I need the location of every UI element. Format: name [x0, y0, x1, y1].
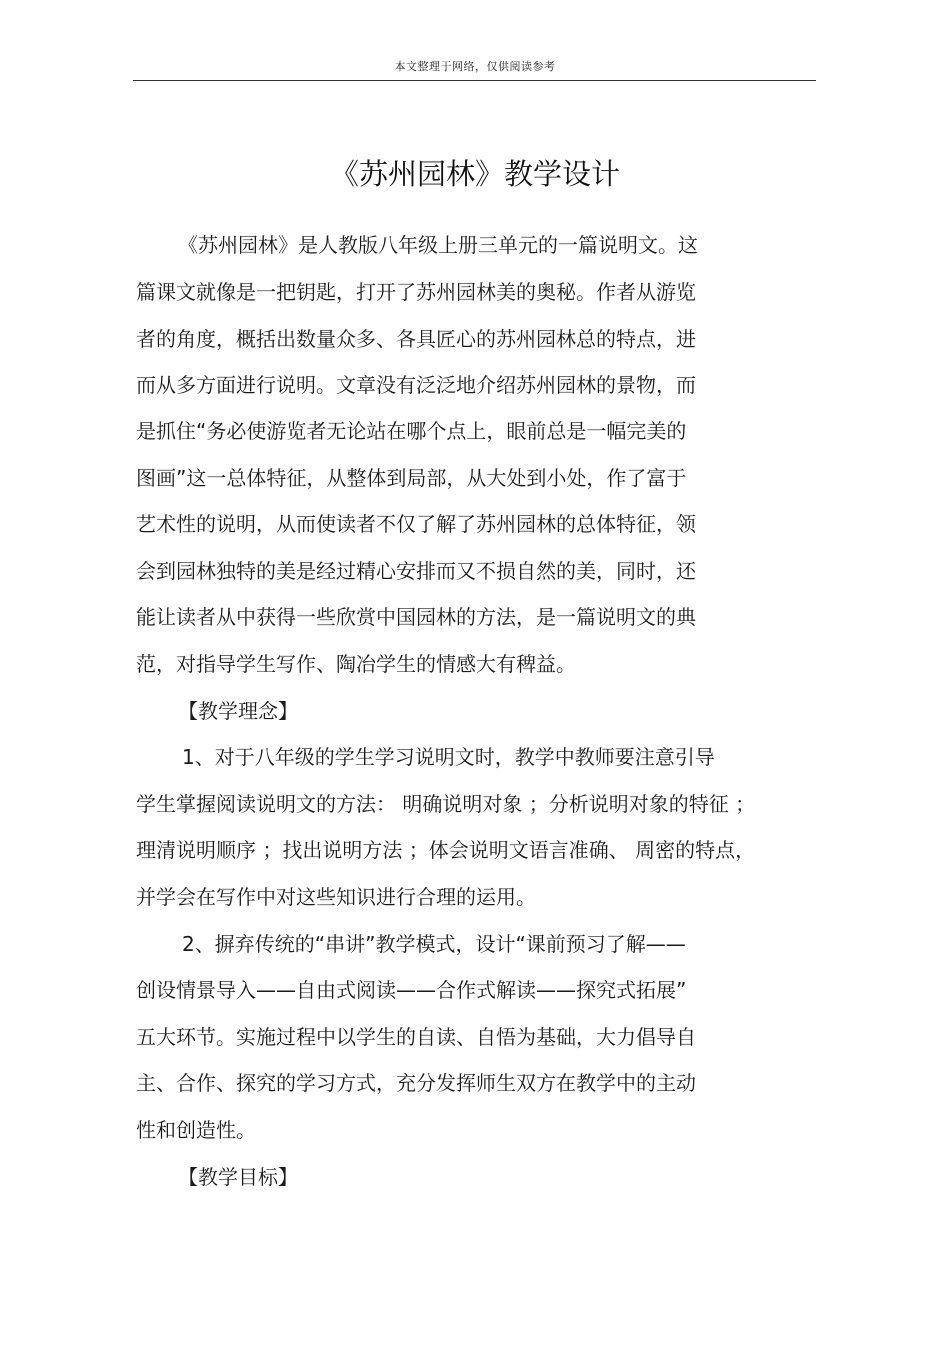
- paragraph-line: 艺术性的说明，从而使读者不仅了解了苏州园林的总体特征，领: [136, 512, 696, 536]
- paragraph-line: 而从多方面进行说明。文章没有泛泛地介绍苏州园林的景物，而: [136, 373, 696, 397]
- paragraph-line: 学生掌握阅读说明文的方法： 明确说明对象 ；分析说明对象的特征 ；: [136, 792, 756, 816]
- document-title: 《苏州园林》教学设计: [329, 157, 620, 191]
- paragraph-line: 1、对于八年级的学生学习说明文时，教学中教师要注意引导: [182, 745, 715, 769]
- paragraph-line: 主、合作、探究的学习方式，充分发挥师生双方在教学中的主动: [136, 1071, 696, 1095]
- paragraph-line: 性和创造性。: [136, 1118, 256, 1142]
- paragraph-line: 并学会在写作中对这些知识进行合理的运用。: [136, 885, 536, 909]
- paragraph-line: 图画”这一总体特征，从整体到局部，从大处到小处，作了富于: [136, 466, 687, 490]
- paragraph-line: 理清说明顺序 ；找出说明方法 ；体会说明文语言准确、 周密的特点，: [136, 838, 756, 862]
- paragraph-line: 范，对指导学生写作、陶冶学生的情感大有稗益。: [136, 652, 576, 676]
- paragraph-line: 会到园林独特的美是经过精心安排而又不损自然的美，同时，还: [136, 559, 696, 583]
- paragraph-line: 篇课文就像是一把钥匙，打开了苏州园林美的奥秘。作者从游览: [136, 280, 696, 304]
- paragraph-line: 五大环节。实施过程中以学生的自读、自悟为基础，大力倡导自: [136, 1025, 696, 1049]
- header-divider: [133, 80, 816, 81]
- paragraph-line: 《苏州园林》是人教版八年级上册三单元的一篇说明文。这: [178, 233, 698, 257]
- paragraph-line: 者的角度，概括出数量众多、各具匠心的苏州园林总的特点，进: [136, 327, 696, 351]
- paragraph-line: 是抓住“务必使游览者无论站在哪个点上，眼前总是一幅完美的: [136, 419, 687, 443]
- header-note: 本文整理于网络，仅供阅读参考: [394, 60, 556, 73]
- section-heading-goals: 【教学目标】: [178, 1165, 298, 1189]
- section-heading-philosophy: 【教学理念】: [178, 699, 298, 723]
- paragraph-line: 能让读者从中获得一些欣赏中国园林的方法，是一篇说明文的典: [136, 605, 696, 629]
- paragraph-line: 2、摒弃传统的“串讲”教学模式，设计“课前预习了解——: [182, 932, 686, 956]
- paragraph-line: 创设情景导入——自由式阅读——合作式解读——探究式拓展”: [136, 978, 687, 1002]
